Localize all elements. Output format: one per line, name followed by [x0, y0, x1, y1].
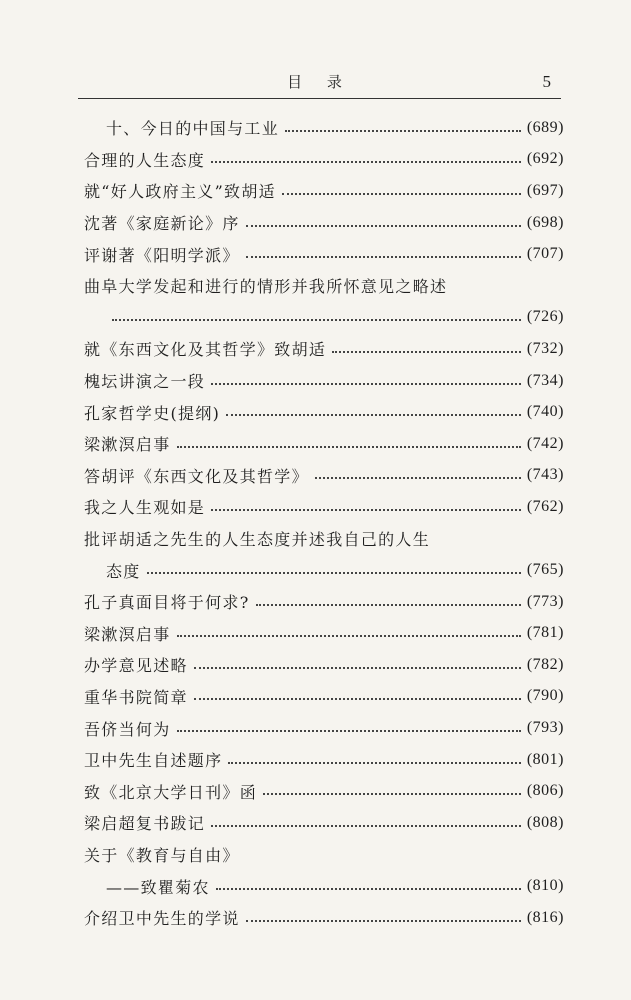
- dot-leader: [147, 572, 521, 574]
- toc-entry-title: 就“好人政府主义”致胡适: [84, 182, 276, 202]
- toc-entry: [84, 175, 564, 207]
- toc-entry-page: (765): [526, 561, 564, 579]
- dot-leader: [282, 193, 521, 195]
- toc-entry-page: (793): [526, 719, 564, 737]
- toc-entry: [84, 586, 564, 618]
- toc-entry-title: 梁漱溟启事: [84, 624, 171, 644]
- toc-entry-title: 十、今日的中国与工业: [106, 119, 280, 139]
- toc-entry: [84, 112, 564, 144]
- toc-entry-title: 介绍卫中先生的学说: [84, 909, 240, 929]
- toc-entry: [84, 839, 564, 871]
- dot-leader: [194, 667, 521, 669]
- toc-entry-page: (740): [526, 403, 564, 421]
- toc-entry-title: 梁启超复书跋记: [84, 814, 206, 834]
- toc-entry-title: 合理的人生态度: [84, 150, 206, 170]
- toc-entry-title: 关于《教育与自由》: [84, 845, 240, 865]
- toc-entry-title: 办学意见述略: [84, 656, 188, 676]
- toc-entry-page: (801): [526, 750, 564, 768]
- toc-entry-title: 评谢著《阳明学派》: [84, 245, 240, 265]
- dot-leader: [256, 604, 521, 606]
- toc-entry-title: 我之人生观如是: [84, 498, 206, 518]
- toc-entry-page: (806): [526, 782, 564, 800]
- toc-entry-page: (808): [526, 813, 564, 831]
- toc-entry: [84, 302, 564, 334]
- dot-leader: [228, 762, 520, 764]
- toc-entry-title: 曲阜大学发起和进行的情形并我所怀意见之略述: [84, 277, 448, 297]
- toc-entry-page: (810): [526, 877, 564, 895]
- dot-leader: [211, 509, 521, 511]
- toc-entry-page: (707): [526, 245, 564, 263]
- toc-entry: [84, 207, 564, 239]
- dot-leader: [315, 477, 521, 479]
- dot-leader: [246, 256, 521, 258]
- toc-entry-page: (697): [526, 181, 564, 199]
- toc-entry: [84, 460, 564, 492]
- toc-entry: [84, 491, 564, 523]
- dot-leader: [263, 793, 521, 795]
- header-title: 目 录: [287, 73, 352, 91]
- toc-entry: [84, 428, 564, 460]
- toc-entry: [84, 870, 564, 902]
- toc-entry-page: (773): [526, 592, 564, 610]
- toc-entry: [84, 618, 564, 650]
- toc-entry-page: (734): [526, 371, 564, 389]
- toc-entry: [84, 744, 564, 776]
- toc-entry-page: (742): [526, 434, 564, 452]
- dot-leader: [332, 351, 521, 353]
- toc-entry: [84, 238, 564, 270]
- toc-entry-title: 卫中先生自述题序: [84, 751, 223, 771]
- toc-entry-title: 槐坛讲演之一段: [84, 372, 206, 392]
- toc-entry: [84, 554, 564, 586]
- toc-entry-title: 致《北京大学日刊》函: [84, 782, 258, 802]
- toc-entry: [84, 396, 564, 428]
- dot-leader: [177, 635, 521, 637]
- table-of-contents: [84, 112, 564, 933]
- dot-leader: [246, 920, 521, 922]
- toc-entry: [84, 902, 564, 934]
- toc-entry-page: (698): [526, 213, 564, 231]
- toc-entry-page: (743): [526, 466, 564, 484]
- toc-entry: [84, 681, 564, 713]
- dot-leader: [211, 161, 521, 163]
- toc-entry: [84, 333, 564, 365]
- dot-leader: [216, 888, 521, 890]
- toc-entry-page: (790): [526, 687, 564, 705]
- toc-entry-page: (781): [526, 624, 564, 642]
- toc-entry-title: 梁漱溟启事: [84, 435, 171, 455]
- header-page-number: 5: [542, 72, 551, 91]
- dot-leader: [177, 446, 521, 448]
- toc-entry: [84, 270, 564, 302]
- toc-entry: [84, 365, 564, 397]
- toc-entry-page: (726): [526, 308, 564, 326]
- toc-entry-title: 沈著《家庭新论》序: [84, 214, 240, 234]
- dot-leader: [177, 730, 521, 732]
- toc-entry-page: (732): [526, 339, 564, 357]
- toc-entry-page: (762): [526, 497, 564, 515]
- toc-entry-title: ——致瞿菊农: [106, 877, 210, 897]
- dot-leader: [112, 319, 521, 321]
- header-rule: [78, 98, 561, 99]
- toc-entry-page: (689): [526, 118, 564, 136]
- toc-entry-page: (782): [526, 655, 564, 673]
- toc-entry: [84, 807, 564, 839]
- toc-entry-title: 态度: [106, 561, 141, 581]
- dot-leader: [211, 383, 521, 385]
- toc-entry-title: 孔子真面目将于何求?: [84, 593, 250, 613]
- toc-entry-title: 答胡评《东西文化及其哲学》: [84, 466, 309, 486]
- toc-entry-title: 吾侪当何为: [84, 719, 171, 739]
- dot-leader: [226, 414, 521, 416]
- toc-entry: [84, 523, 564, 555]
- toc-entry-title: 孔家哲学史(提纲): [84, 403, 221, 423]
- dot-leader: [211, 825, 521, 827]
- toc-entry-title: 就《东西文化及其哲学》致胡适: [84, 340, 327, 360]
- toc-entry-title: 重华书院简章: [84, 687, 188, 707]
- toc-entry: [84, 144, 564, 176]
- dot-leader: [194, 698, 521, 700]
- toc-entry-page: (692): [526, 150, 564, 168]
- dot-leader: [246, 225, 521, 227]
- running-header: [78, 70, 561, 100]
- dot-leader: [285, 130, 521, 132]
- toc-entry-title: 批评胡适之先生的人生态度并述我自己的人生: [84, 530, 431, 550]
- toc-entry: [84, 712, 564, 744]
- toc-entry: [84, 775, 564, 807]
- toc-entry-page: (816): [526, 908, 564, 926]
- toc-entry: [84, 649, 564, 681]
